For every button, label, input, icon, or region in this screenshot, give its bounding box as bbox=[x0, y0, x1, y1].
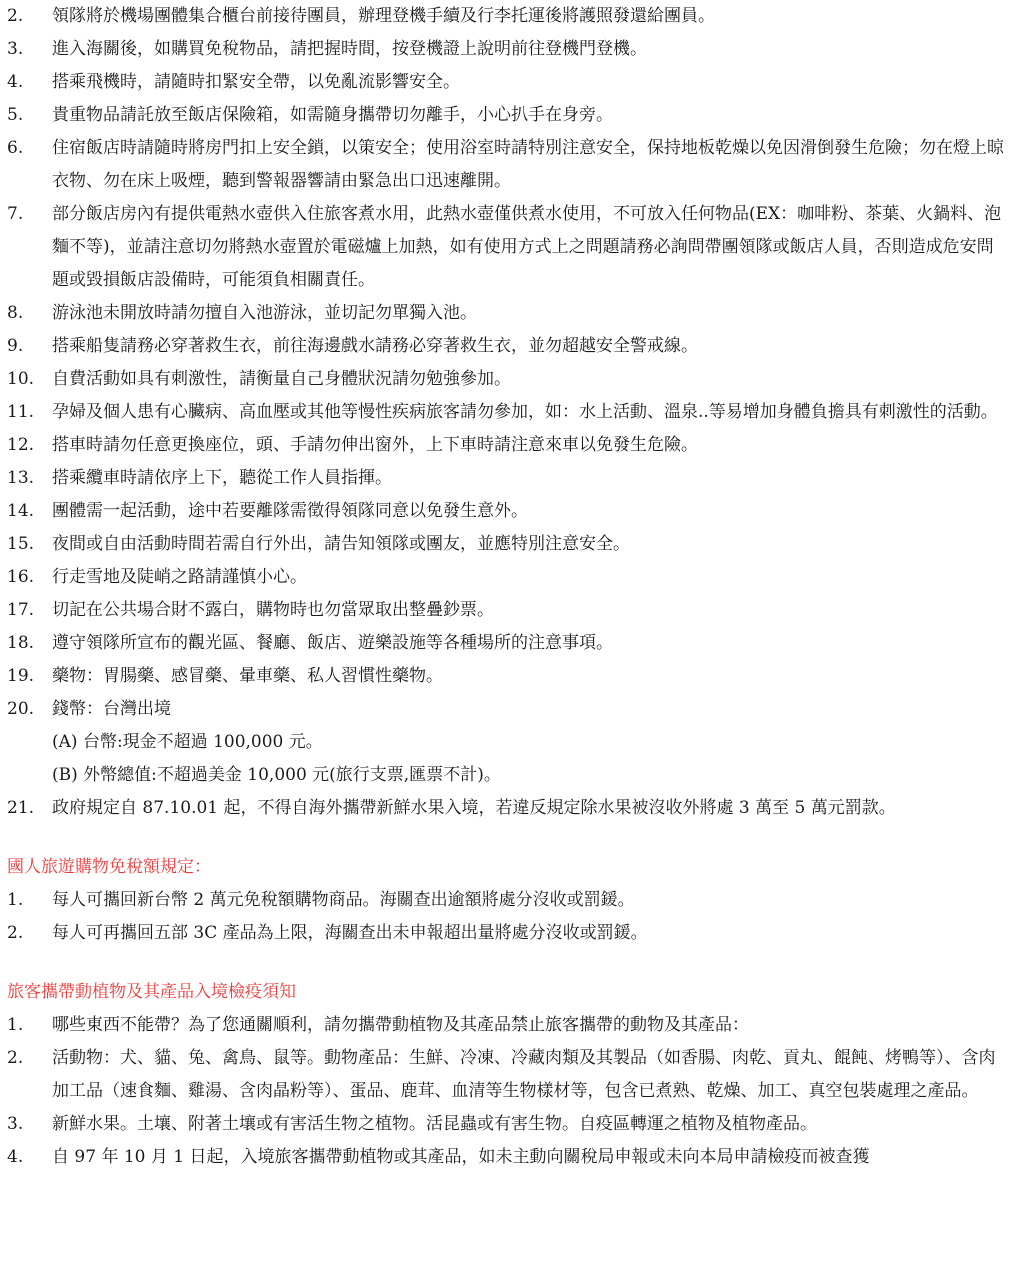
list-item bbox=[0, 33, 1024, 66]
section-spacer bbox=[0, 825, 1024, 851]
list-item bbox=[0, 792, 1024, 825]
item-text: 貴重物品請託放至飯店保險箱，如需隨身攜帶切勿離手，小心扒手在身旁。 bbox=[52, 105, 613, 125]
list-item bbox=[0, 660, 1024, 693]
list-item bbox=[0, 495, 1024, 528]
item-number: 1. bbox=[7, 890, 24, 910]
item-number: 13. bbox=[7, 468, 35, 488]
list-item bbox=[0, 198, 1024, 297]
item-number: 12. bbox=[7, 435, 35, 455]
item-number: 4. bbox=[7, 72, 24, 92]
item-text: 每人可攜回新台幣 2 萬元免稅額購物商品。海關查出逾額將處分沒收或罰鍰。 bbox=[52, 890, 635, 910]
item-number: 21. bbox=[7, 798, 35, 818]
item-number: 5. bbox=[7, 105, 24, 125]
item-sub-line: (B) 外幣總值:不超過美金 10,000 元(旅行支票,匯票不計)。 bbox=[52, 765, 501, 785]
item-text: 切記在公共場合財不露白，購物時也勿當眾取出整疊鈔票。 bbox=[52, 600, 494, 620]
quarantine-list bbox=[0, 1009, 1024, 1174]
list-item bbox=[0, 1108, 1024, 1141]
duty-free-list bbox=[0, 884, 1024, 950]
item-text: 部分飯店房內有提供電熱水壺供入住旅客煮水用，此熱水壺僅供煮水使用，不可放入任何物品(EX：咖啡粉、茶葉、火鍋料、泡麵不等)，並請注意切勿將熱水壺置於電磁爐上加熱，如有使用方式上之問題請務必詢問帶團領隊或飯店人員，否則造成危安問題或毀損飯店設備時，可能須負相關責任。 bbox=[52, 204, 1002, 290]
item-number: 2. bbox=[7, 6, 24, 26]
item-number: 10. bbox=[7, 369, 35, 389]
list-item bbox=[0, 693, 1024, 792]
list-item bbox=[0, 917, 1024, 950]
item-text: 行走雪地及陡峭之路請謹慎小心。 bbox=[52, 567, 307, 587]
item-text: 搭乘船隻請務必穿著救生衣，前往海邊戲水請務必穿著救生衣，並勿超越安全警戒線。 bbox=[52, 336, 698, 356]
list-item bbox=[0, 1009, 1024, 1042]
item-text: 遵守領隊所宣布的觀光區、餐廳、飯店、遊樂設施等各種場所的注意事項。 bbox=[52, 633, 613, 653]
item-text: 搭乘飛機時，請隨時扣緊安全帶，以免亂流影響安全。 bbox=[52, 72, 460, 92]
list-item bbox=[0, 528, 1024, 561]
list-item bbox=[0, 99, 1024, 132]
item-text: 搭乘纜車時請依序上下，聽從工作人員指揮。 bbox=[52, 468, 392, 488]
item-text: 自 97 年 10 月 1 日起，入境旅客攜帶動植物或其產品，如未主動向關稅局申報或未向本局申請檢疫而被查獲 bbox=[52, 1147, 870, 1167]
item-number: 4. bbox=[7, 1147, 24, 1167]
item-number: 17. bbox=[7, 600, 35, 620]
item-text: 游泳池未開放時請勿擅自入池游泳，並切記勿單獨入池。 bbox=[52, 303, 477, 323]
item-number: 6. bbox=[7, 138, 24, 158]
item-number: 14. bbox=[7, 501, 35, 521]
list-item bbox=[0, 884, 1024, 917]
list-item bbox=[0, 462, 1024, 495]
item-text: 新鮮水果。土壤、附著土壤或有害活生物之植物。活昆蟲或有害生物。自疫區轉運之植物及植物產品。 bbox=[52, 1114, 817, 1134]
item-number: 1. bbox=[7, 1015, 24, 1035]
duty-free-section-title: 國人旅遊購物免稅額規定： bbox=[7, 857, 211, 877]
item-text: 住宿飯店時請隨時將房門扣上安全鎖，以策安全；使用浴室時請特別注意安全，保持地板乾燥以免因滑倒發生危險；勿在燈上晾衣物、勿在床上吸煙，聽到警報器響請由緊急出口迅速離開。 bbox=[52, 138, 1004, 191]
list-item bbox=[0, 132, 1024, 198]
item-number: 19. bbox=[7, 666, 35, 686]
item-text: 藥物：胃腸藥、感冒藥、暈車藥、私人習慣性藥物。 bbox=[52, 666, 443, 686]
item-number: 18. bbox=[7, 633, 35, 653]
list-item bbox=[0, 594, 1024, 627]
item-number: 3. bbox=[7, 1114, 24, 1134]
item-number: 3. bbox=[7, 39, 24, 59]
item-text: 政府規定自 87.10.01 起，不得自海外攜帶新鮮水果入境，若違反規定除水果被沒收外將處 3 萬至 5 萬元罰款。 bbox=[52, 798, 896, 818]
item-number: 9. bbox=[7, 336, 24, 356]
item-text: 領隊將於機場團體集合櫃台前接待團員，辦理登機手續及行李托運後將護照發還給團員。 bbox=[52, 6, 715, 26]
item-number: 16. bbox=[7, 567, 35, 587]
list-item bbox=[0, 363, 1024, 396]
item-text: 進入海關後，如購買免稅物品，請把握時間，按登機證上說明前往登機門登機。 bbox=[52, 39, 647, 59]
item-number: 11. bbox=[7, 402, 35, 422]
list-item bbox=[0, 297, 1024, 330]
list-item bbox=[0, 429, 1024, 462]
item-number: 20. bbox=[7, 699, 35, 719]
item-number: 8. bbox=[7, 303, 24, 323]
item-number: 2. bbox=[7, 923, 24, 943]
item-number: 2. bbox=[7, 1048, 24, 1068]
item-text: 團體需一起活動，途中若要離隊需徵得領隊同意以免發生意外。 bbox=[52, 501, 528, 521]
list-item bbox=[0, 330, 1024, 363]
item-text: 活動物：犬、貓、兔、禽鳥、鼠等。動物產品：生鮮、冷凍、冷藏肉類及其製品（如香腸、肉乾、貢丸、餛飩、烤鴨等）、含肉加工品（速食麵、雞湯、含肉晶粉等）、蛋品、鹿茸、血清等生物樣材等，包含已煮熟、乾燥、加工、真空包裝處理之產品。 bbox=[52, 1048, 996, 1101]
item-text: 哪些東西不能帶？為了您通關順利，請勿攜帶動植物及其產品禁止旅客攜帶的動物及其產品： bbox=[52, 1015, 749, 1035]
list-item bbox=[0, 627, 1024, 660]
item-number: 15. bbox=[7, 534, 35, 554]
item-text: 自費活動如具有刺激性，請衡量自己身體狀況請勿勉強參加。 bbox=[52, 369, 511, 389]
item-number: 7. bbox=[7, 204, 24, 224]
list-item bbox=[0, 0, 1024, 33]
item-text: 夜間或自由活動時間若需自行外出，請告知領隊或團友，並應特別注意安全。 bbox=[52, 534, 630, 554]
list-item bbox=[0, 561, 1024, 594]
list-item bbox=[0, 1042, 1024, 1108]
section-spacer bbox=[0, 950, 1024, 976]
item-text: 搭車時請勿任意更換座位，頭、手請勿伸出窗外，上下車時請注意來車以免發生危險。 bbox=[52, 435, 698, 455]
item-sub-line: (A) 台幣:現金不超過 100,000 元。 bbox=[52, 732, 323, 752]
item-text: 錢幣：台灣出境 bbox=[52, 699, 171, 719]
item-text: 孕婦及個人患有心臟病、高血壓或其他等慢性疾病旅客請勿參加，如：水上活動、溫泉..等易增加身體負擔具有刺激性的活動。 bbox=[52, 402, 998, 422]
list-item bbox=[0, 66, 1024, 99]
list-item bbox=[0, 1141, 1024, 1174]
list-item bbox=[0, 396, 1024, 429]
item-text: 每人可再攜回五部 3C 產品為上限，海關查出未申報超出量將處分沒收或罰鍰。 bbox=[52, 923, 648, 943]
quarantine-section-title: 旅客攜帶動植物及其產品入境檢疫須知 bbox=[7, 982, 296, 1002]
